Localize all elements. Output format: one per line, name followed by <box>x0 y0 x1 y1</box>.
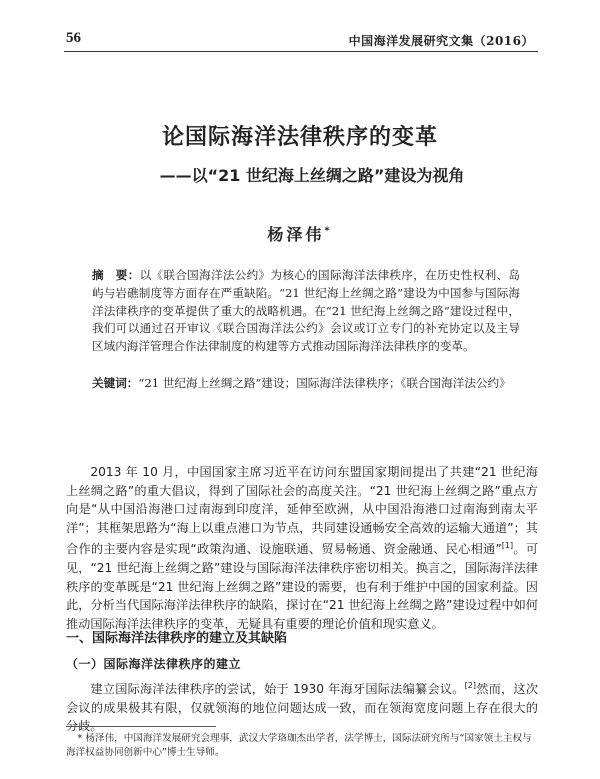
section-text-2: 然而，这次会议的成果极其有限，仅就领海的地位问题达成一致，而在领海宽度问题上存在很大的分歧。 <box>66 682 539 734</box>
intro-paragraph <box>66 463 538 633</box>
article-title: 论国际海洋法律秩序的变革 <box>161 125 438 150</box>
intro-text-1: 2013 年 10 月，中国国家主席习近平在访问东盟国家期间提出了共建“21 世纪海上丝绸之路”的重大倡议，得到了国际社会的高度关注。“21 世纪海上丝绸之路”重点方向是“从中国沿海港口过南海到印度洋，延伸至欧洲，从中国沿海港口过南海到南太平洋”；其框架思路为“海上以重点港口为节点，共同建设通畅安全高效的运输大通道”；其合作的主要内容是实现“政策沟通、设施联通、贸易畅通、资金融通、民心相通” <box>66 465 538 557</box>
running-title: 中国海洋发展研究文集（2016） <box>348 34 534 48</box>
keywords-text: “21 世纪海上丝绸之路”建设；国际海洋法律秩序；《联合国海洋法公约》 <box>138 376 511 390</box>
author-footnote-mark: * <box>324 225 333 237</box>
subsection-heading: （一）国际海洋法律秩序的建立 <box>66 657 242 671</box>
running-header <box>66 30 570 50</box>
section-heading: 一、国际海洋法律秩序的建立及其缺陷 <box>66 631 288 646</box>
keywords-label: 关键词： <box>92 376 139 390</box>
page-number: 56 <box>66 30 81 46</box>
footnote-divider <box>66 726 216 727</box>
abstract-text: 以《联合国海洋法公约》为核心的国际海洋法律秩序，在历史性权利、岛屿与岩礁制度等方面存在严重缺陷。“21 世纪海上丝绸之路”建设为中国参与国际海洋法律秩序的变革提供了重大的战略机遇。在“21 世纪海上丝绸之路”建设过程中，我们可以通过召开审议《联合国海洋法公约》会议或订立专门的补充协定以及主导区域内海洋管理合作法律制度的构建等方式推动国际海洋法律秩序的变革。 <box>92 268 520 354</box>
author-name: 杨泽伟 <box>267 225 325 244</box>
keywords <box>92 375 520 393</box>
intro-text-2: 。可见，“21 世纪海上丝绸之路”建设与国际海洋法律秩序密切相关。换言之，国际海洋法律秩序的变革既是“21 世纪海上丝绸之路”建设的需要，也有利于维护中国的国家利益。因此，分析当代国际海洋法律秩序的缺陷，探讨在“21 世纪海上丝绸之路”建设过程中如何推动国际海洋法律秩序的变革，无疑具有重要的理论价值和现实意义。 <box>66 542 539 631</box>
header-divider <box>64 51 538 52</box>
author-footnote: * 杨泽伟，中国海洋发展研究会理事，武汉大学珞珈杰出学者，法学博士，国际法研究所与“国家领土主权与海洋权益协同创新中心”博士生导师。 <box>66 733 532 758</box>
citation-2: [2] <box>464 681 476 690</box>
abstract-label: 摘 要： <box>92 268 140 282</box>
abstract <box>92 267 520 356</box>
citation-1: [1] <box>501 541 514 551</box>
author-byline <box>0 222 600 245</box>
article-subtitle: ——以“21 世纪海上丝绸之路”建设为视角 <box>159 166 465 185</box>
section-paragraph <box>66 677 539 734</box>
section-text-1: 建立国际海洋法律秩序的尝试，始于 1930 年海牙国际法编纂会议。 <box>90 682 465 697</box>
